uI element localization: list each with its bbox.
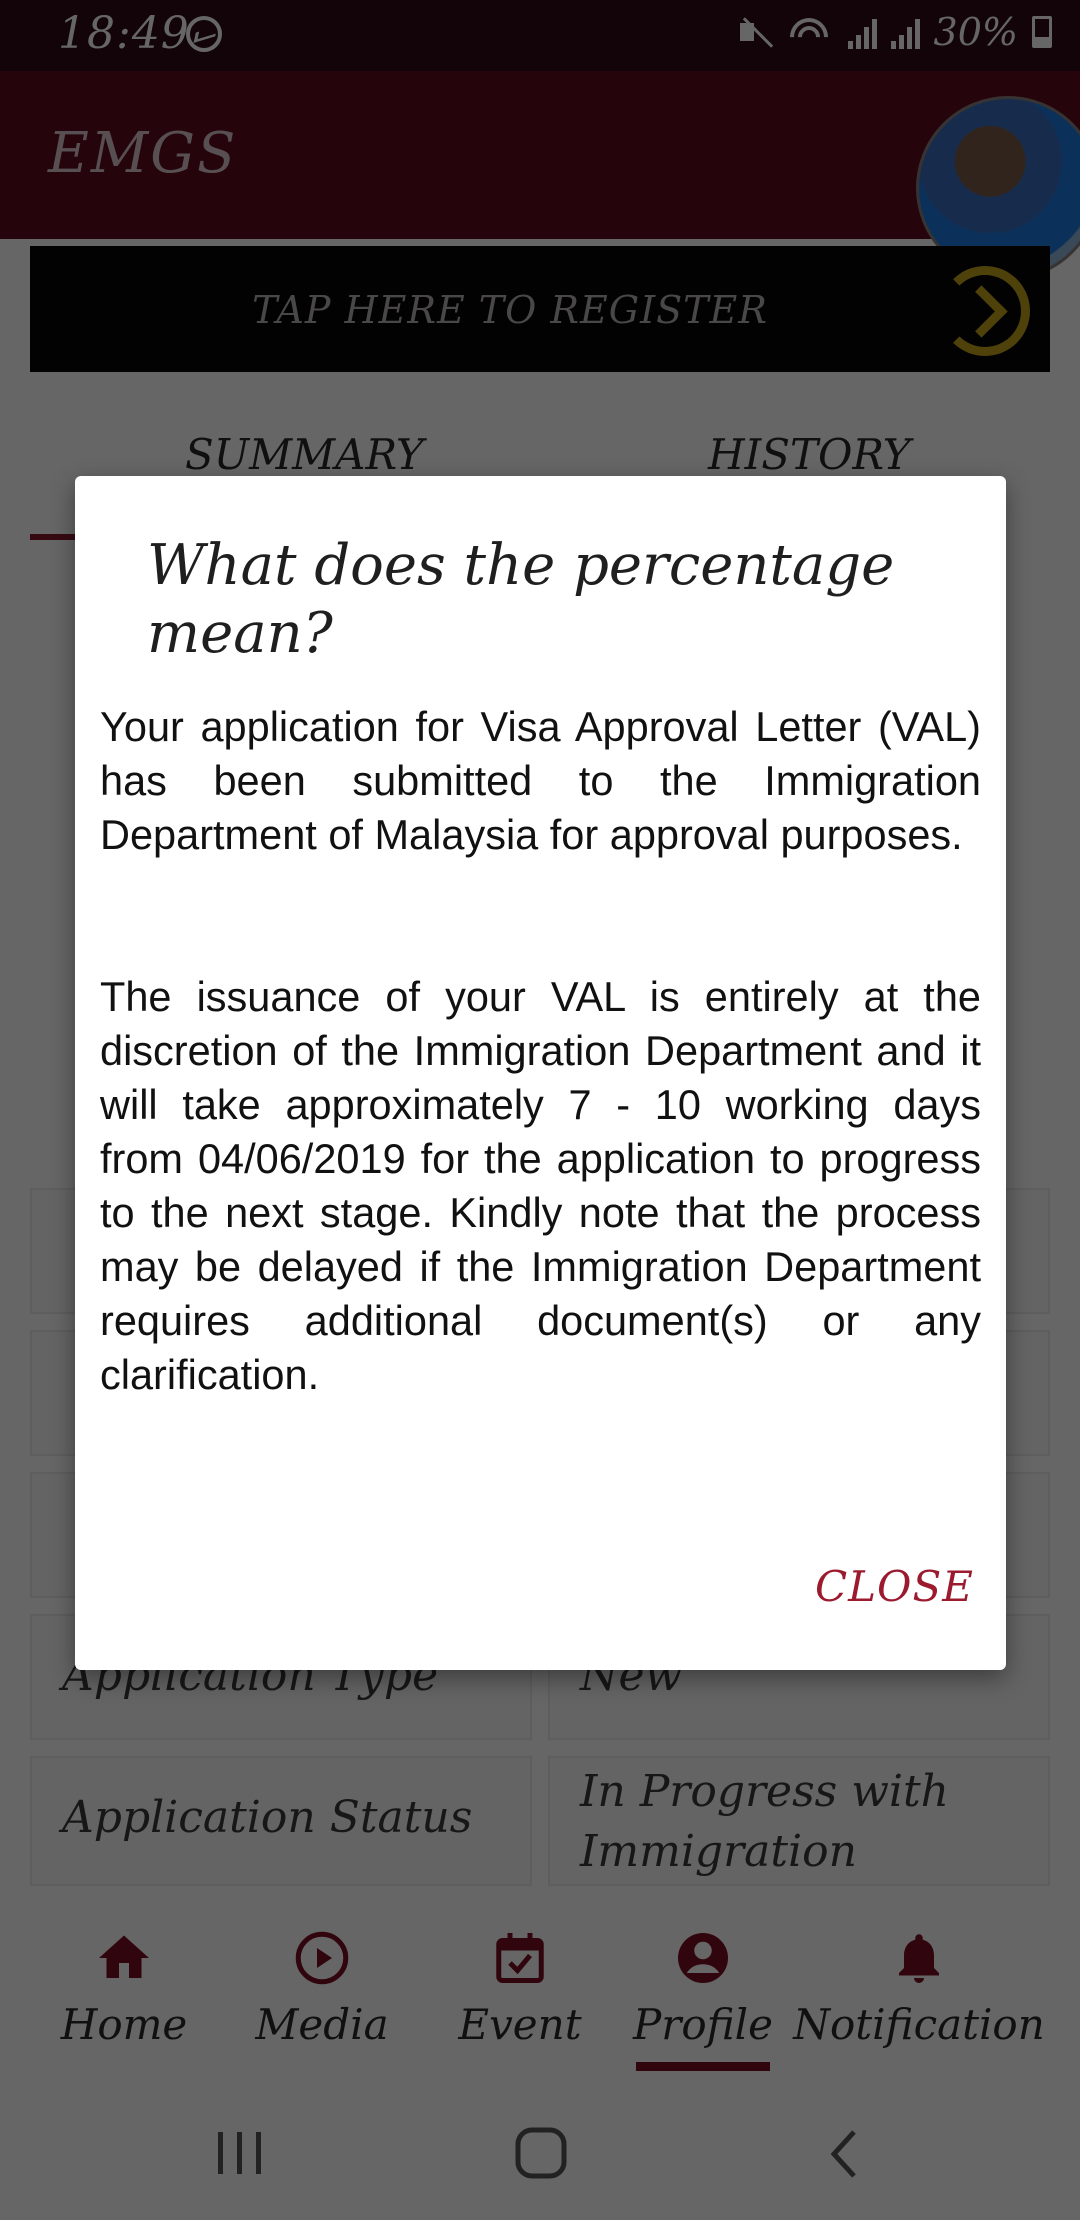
info-dialog bbox=[75, 476, 1006, 1670]
close-button[interactable]: CLOSE bbox=[815, 1562, 974, 1611]
dialog-paragraph-2: The issuance of your VAL is entirely at the discretion of the Immigration Department and it will take approximately 7 - 10 working days from 04/06/2019 for the application to progress to the next stage. Kindly note that the process may be delayed if the Immigration Department requires additional document(s) or any clarification. bbox=[100, 973, 981, 1398]
dialog-paragraph-1: Your application for Visa Approval Letter (VAL) has been submitted to the Immigration Department of Malaysia for approval purposes. bbox=[100, 703, 981, 858]
dialog-title: What does the percentage mean? bbox=[147, 533, 895, 666]
